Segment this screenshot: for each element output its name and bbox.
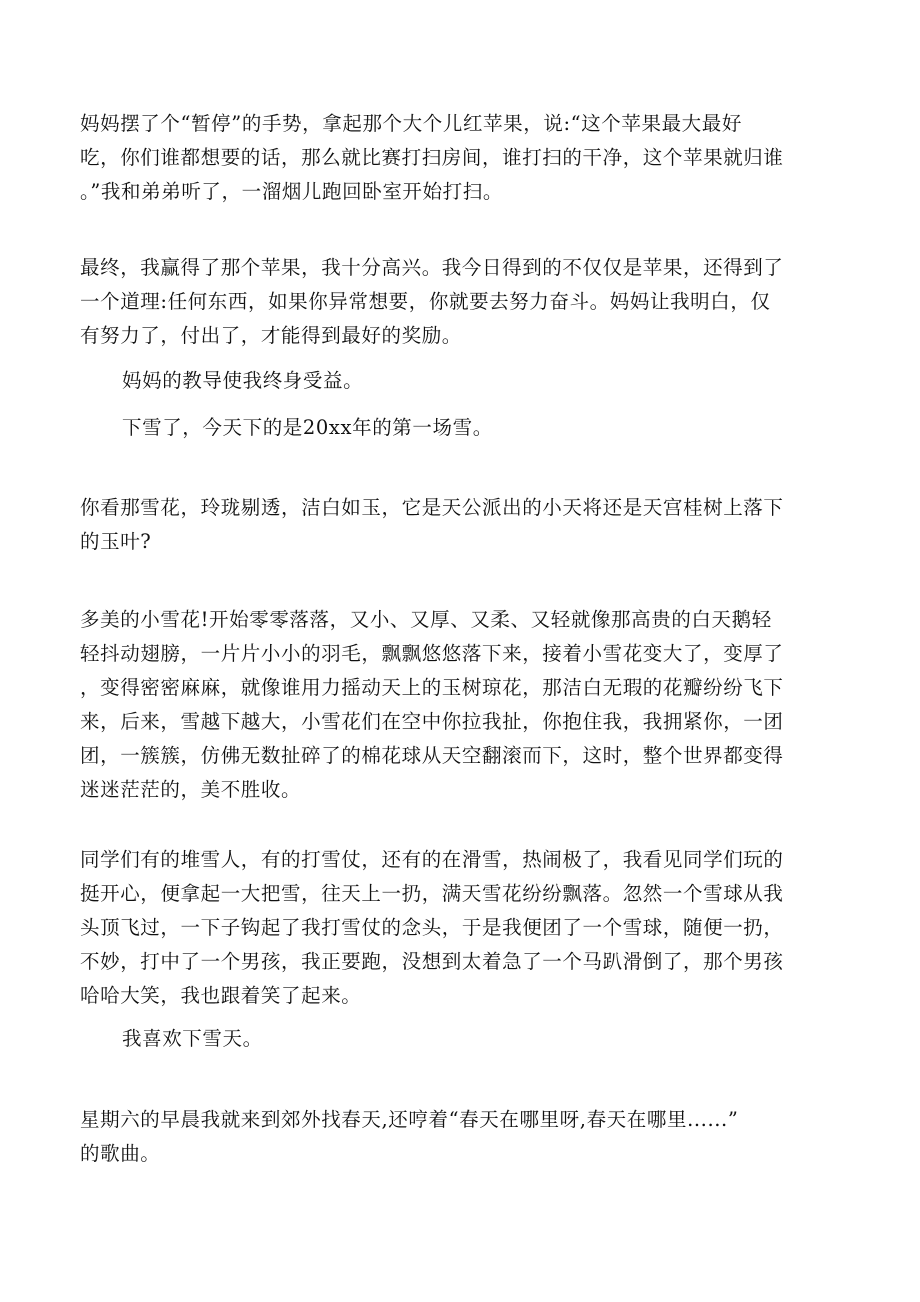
paragraph-snowball-fight (80, 843, 840, 1013)
text-line: 吃，你们谁都想要的话，那么就比赛打扫房间，谁打扫的干净，这个苹果就归谁 (80, 146, 784, 169)
text-line: 来，后来，雪越下越大，小雪花们在空中你拉我扯，你抱住我，我拥紧你，一团 (80, 710, 784, 733)
text-line: 头顶飞过，一下子钩起了我打雪仗的念头，于是我便团了一个雪球，随便一扔， (80, 916, 784, 939)
text-line: 轻抖动翅膀，一片片小小的羽毛，飘飘悠悠落下来，接着小雪花变大了，变厚了 (80, 642, 784, 665)
paragraph-like-snow (122, 1022, 882, 1056)
text-line: 一个道理:任何东西，如果你异常想要，你就要去努力奋斗。妈妈让我明白，仅 (80, 290, 771, 313)
paragraph-apple-contest (80, 107, 840, 209)
paragraph-snowflake (80, 491, 840, 559)
text-line: 妈妈摆了个“暂停”的手势，拿起那个大个儿红苹果，说:“这个苹果最大最好 (80, 112, 742, 135)
text-line: 星期六的早晨我就来到郊外找春天,还哼着“春天在哪里呀,春天在哪里......” (80, 1108, 739, 1131)
text-line: 你看那雪花，玲珑剔透，洁白如玉，它是天公派出的小天将还是天宫桂树上落下 (80, 496, 784, 519)
text-line: 最终，我赢得了那个苹果，我十分高兴。我今日得到的不仅仅是苹果，还得到了 (80, 256, 784, 279)
text-line: 不妙，打中了一个男孩，我正要跑，没想到太着急了一个马趴滑倒了，那个男孩 (80, 950, 784, 973)
text-line: 有努力了，付出了，才能得到最好的奖励。 (80, 324, 462, 347)
text-line: 。”我和弟弟听了，一溜烟儿跑回卧室开始打扫。 (80, 180, 503, 203)
text-line: 同学们有的堆雪人，有的打雪仗，还有的在滑雪，热闹极了，我看见同学们玩的 (80, 848, 784, 871)
text-line: ，变得密密麻麻，就像谁用力摇动天上的玉树琼花，那洁白无瑕的花瓣纷纷飞下 (80, 676, 784, 699)
text-line: 哈哈大笑，我也跟着笑了起来。 (80, 984, 362, 1007)
paragraph-spring-search (80, 1103, 840, 1171)
paragraph-won-apple (80, 251, 840, 353)
text-line: 多美的小雪花!开始零零落落，又小、又厚、又柔、又轻就像那高贵的白天鹅轻 (80, 608, 772, 631)
text-line: 下雪了，今天下的是20xx年的第一场雪。 (122, 416, 493, 439)
text-line: 我喜欢下雪天。 (122, 1027, 263, 1050)
text-line: 的玉叶? (80, 530, 152, 553)
text-line: 妈妈的教导使我终身受益。 (122, 369, 364, 392)
paragraph-snow-beauty (80, 603, 840, 807)
text-line: 团，一簇簇，仿佛无数扯碎了的棉花球从天空翻滚而下，这时，整个世界都变得 (80, 744, 784, 767)
text-line: 迷迷茫茫的，美不胜收。 (80, 778, 302, 801)
text-line: 挺开心，便拿起一大把雪，往天上一扔，满天雪花纷纷飘落。忽然一个雪球从我 (80, 882, 784, 905)
paragraph-mother-teaching (122, 364, 882, 398)
text-line: 的歌曲。 (80, 1142, 161, 1165)
paragraph-first-snow (122, 411, 882, 445)
